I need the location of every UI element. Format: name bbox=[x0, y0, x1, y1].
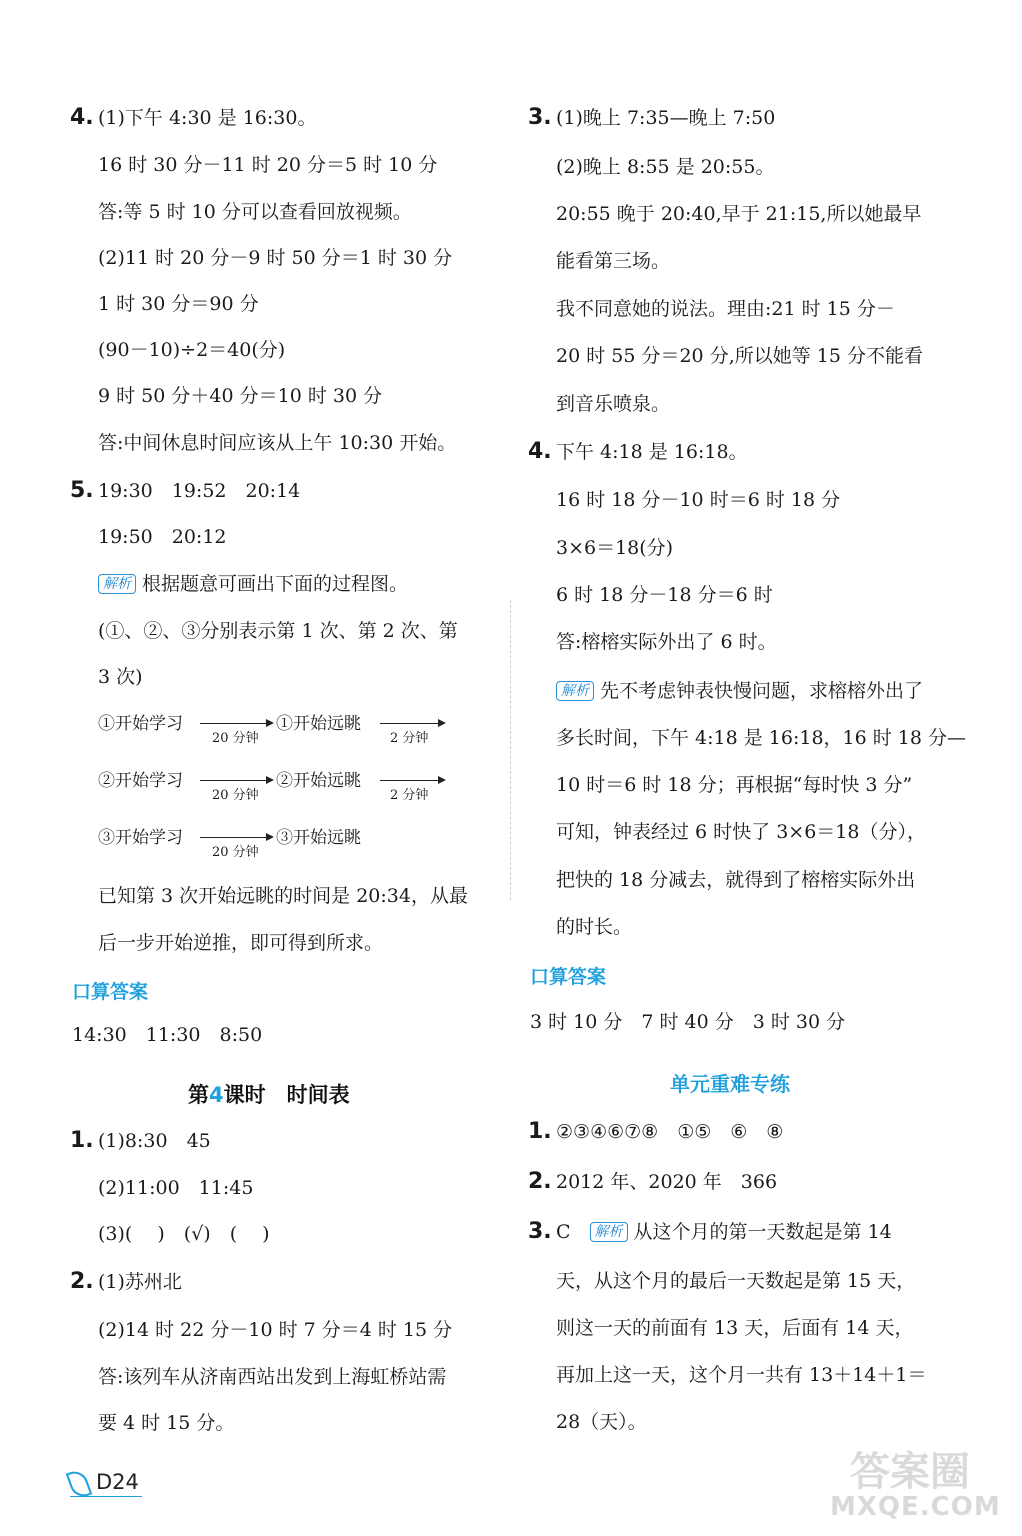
flow-arrow bbox=[200, 723, 272, 724]
flow-end: ①开始远眺 bbox=[276, 714, 361, 734]
answer-line: 20 时 55 分＝20 分,所以她等 15 分不能看 bbox=[556, 345, 923, 367]
answer-line: (2)11:00 11:45 bbox=[98, 1177, 254, 1199]
question-number: 4. bbox=[528, 439, 552, 464]
lesson-name: 课时 时间表 bbox=[223, 1083, 350, 1107]
answer-line: (2)晚上 8:55 是 20:55。 bbox=[556, 156, 775, 178]
flow-gap-label: 20 分钟 bbox=[212, 731, 259, 746]
question-number: 2. bbox=[70, 1269, 94, 1294]
analysis-line: 天，从这个月的最后一天数起是第 15 天， bbox=[556, 1270, 916, 1292]
watermark bbox=[830, 1440, 1010, 1530]
lesson-number: 4 bbox=[209, 1083, 224, 1107]
analysis-line: 把快的 18 分减去，就得到了榕榕实际外出 bbox=[556, 869, 916, 891]
analysis-line: 后一步开始逆推，即可得到所求。 bbox=[98, 932, 384, 954]
answer-line: (3)( ) (√) ( ) bbox=[98, 1223, 270, 1245]
answer-line: 答:等 5 时 10 分可以查看回放视频。 bbox=[98, 201, 412, 223]
answer-line: (2)14 时 22 分－10 时 7 分＝4 时 15 分 bbox=[98, 1319, 453, 1341]
analysis-line: 已知第 3 次开始远眺的时间是 20:34，从最 bbox=[98, 885, 468, 907]
answer-line: (1)晚上 7:35—晚上 7:50 bbox=[556, 107, 776, 129]
question-number: 2. bbox=[528, 1169, 552, 1194]
answer-line: (1)苏州北 bbox=[98, 1271, 182, 1293]
choice-answer: C bbox=[556, 1221, 571, 1243]
oral-answers: 14:30 11:30 8:50 bbox=[72, 1024, 263, 1046]
answer-line: 下午 4:18 是 16:18。 bbox=[556, 441, 748, 463]
flow-end: ③开始远眺 bbox=[276, 828, 361, 848]
flow-end: ②开始远眺 bbox=[276, 771, 361, 791]
analysis-tag: 解析 bbox=[98, 574, 136, 594]
analysis-tag: 解析 bbox=[590, 1222, 628, 1242]
flow-start: ①开始学习 bbox=[98, 714, 183, 734]
flow-arrow bbox=[380, 723, 444, 724]
lesson-title bbox=[188, 1079, 350, 1109]
flow-gap-label: 2 分钟 bbox=[390, 788, 429, 803]
answer-line: (90－10)÷2＝40(分) bbox=[98, 339, 286, 361]
analysis-text: 从这个月的第一天数起是第 14 bbox=[633, 1221, 892, 1243]
page-number: D24 bbox=[96, 1470, 139, 1494]
analysis-line: 则这一天的前面有 13 天，后面有 14 天， bbox=[556, 1317, 914, 1339]
oral-answers-heading: 口算答案 bbox=[530, 966, 607, 988]
answer-line: ②③④⑥⑦⑧ ①⑤ ⑥ ⑧ bbox=[556, 1121, 784, 1143]
answer-line: 到音乐喷泉。 bbox=[556, 393, 671, 415]
analysis-line: (①、②、③分别表示第 1 次、第 2 次、第 bbox=[98, 620, 458, 642]
flow-arrow bbox=[380, 780, 444, 781]
answer-line: 19:30 19:52 20:14 bbox=[98, 480, 301, 502]
answer-line: 3×6＝18(分) bbox=[556, 537, 674, 559]
question-number: 3. bbox=[528, 105, 552, 130]
answer-line: 16 时 18 分－10 时＝6 时 18 分 bbox=[556, 489, 841, 511]
answer-line: 要 4 时 15 分。 bbox=[98, 1412, 235, 1434]
question-number: 3. bbox=[528, 1219, 552, 1244]
question-number: 5. bbox=[70, 478, 94, 503]
analysis-line bbox=[98, 570, 408, 598]
flow-start: ③开始学习 bbox=[98, 828, 183, 848]
analysis-tag: 解析 bbox=[556, 681, 594, 701]
watermark-url: MXQE.COM bbox=[830, 1492, 1001, 1522]
answer-line: (2)11 时 20 分－9 时 50 分＝1 时 30 分 bbox=[98, 247, 453, 269]
flow-arrow bbox=[200, 837, 272, 838]
answer-line: 2012 年、2020 年 366 bbox=[556, 1171, 778, 1193]
answer-line: (1)8:30 45 bbox=[98, 1130, 211, 1152]
analysis-line: 10 时＝6 时 18 分；再根据“每时快 3 分” bbox=[556, 774, 913, 796]
answer-line: 答:该列车从济南西站出发到上海虹桥站需 bbox=[98, 1366, 447, 1388]
answer-line: 9 时 50 分＋40 分＝10 时 30 分 bbox=[98, 385, 383, 407]
analysis-line bbox=[556, 677, 923, 705]
flow-gap-label: 2 分钟 bbox=[390, 731, 429, 746]
answer-line: 我不同意她的说法。理由:21 时 15 分－ bbox=[556, 298, 895, 320]
watermark-logo-text: 答案圈 bbox=[850, 1449, 970, 1495]
analysis-line: 可知，钟表经过 6 时快了 3×6＝18（分）， bbox=[556, 821, 926, 843]
answer-line: 16 时 30 分－11 时 20 分＝5 时 10 分 bbox=[98, 154, 438, 176]
oral-answers-heading: 口算答案 bbox=[72, 981, 149, 1003]
analysis-line: 多长时间，下午 4:18 是 16:18，16 时 18 分— bbox=[556, 727, 967, 749]
analysis-line: 3 次) bbox=[98, 666, 143, 688]
flow-gap-label: 20 分钟 bbox=[212, 788, 259, 803]
analysis-text: 先不考虑钟表快慢问题，求榕榕外出了 bbox=[600, 680, 924, 702]
flow-start: ②开始学习 bbox=[98, 771, 183, 791]
analysis-text: 根据题意可画出下面的过程图。 bbox=[142, 573, 409, 595]
question-number: 1. bbox=[70, 1128, 94, 1153]
answer-line: 1 时 30 分＝90 分 bbox=[98, 293, 259, 315]
analysis-line: 的时长。 bbox=[556, 916, 633, 938]
answer-line: 20:55 晚于 20:40,早于 21:15,所以她最早 bbox=[556, 203, 922, 225]
oral-answers: 3 时 10 分 7 时 40 分 3 时 30 分 bbox=[530, 1011, 846, 1033]
page-number-underline bbox=[70, 1496, 142, 1497]
answer-line: 能看第三场。 bbox=[556, 250, 671, 272]
answer-line: 答:榕榕实际外出了 6 时。 bbox=[556, 631, 777, 653]
analysis-line: 28（天）。 bbox=[556, 1411, 647, 1433]
answer-line: 19:50 20:12 bbox=[98, 526, 227, 548]
column-divider bbox=[510, 600, 511, 900]
answer-line: 答:中间休息时间应该从上午 10:30 开始。 bbox=[98, 432, 457, 454]
question-number: 4. bbox=[70, 105, 94, 130]
flow-arrow bbox=[200, 780, 272, 781]
analysis-line: 再加上这一天，这个月一共有 13＋14＋1＝ bbox=[556, 1364, 927, 1386]
answer-line: 6 时 18 分－18 分＝6 时 bbox=[556, 584, 773, 606]
question-number: 1. bbox=[528, 1119, 552, 1144]
analysis-line bbox=[556, 1218, 892, 1246]
flow-gap-label: 20 分钟 bbox=[212, 845, 259, 860]
answer-line: (1)下午 4:30 是 16:30。 bbox=[98, 107, 317, 129]
unit-practice-title: 单元重难专练 bbox=[670, 1072, 790, 1096]
lesson-prefix: 第 bbox=[188, 1083, 209, 1107]
